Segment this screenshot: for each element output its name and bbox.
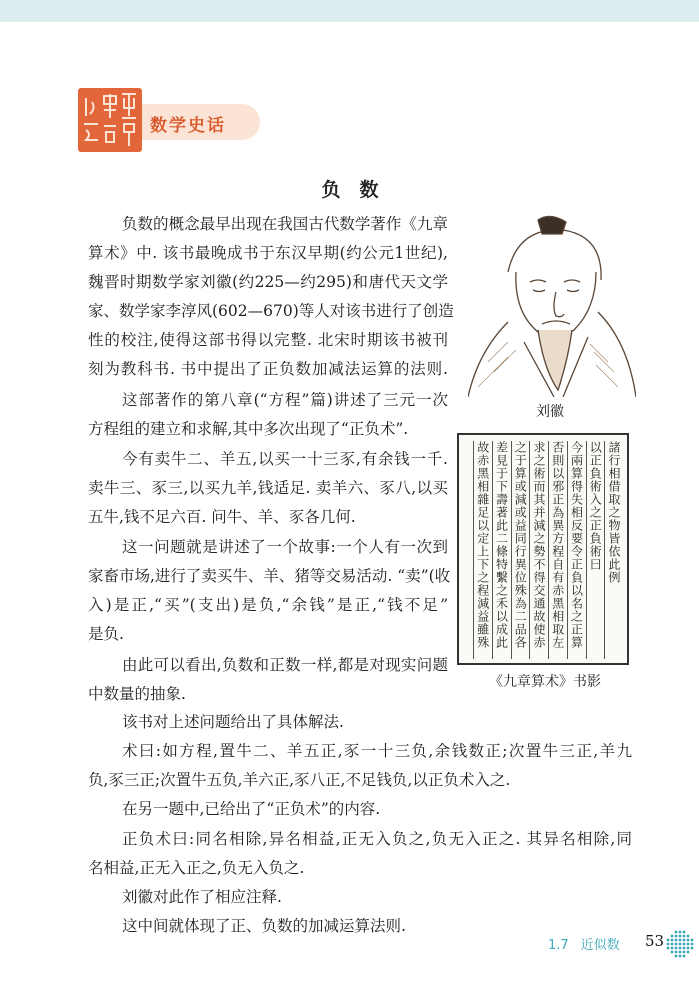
dot <box>683 947 686 950</box>
text-line: 家畜市场,进行了卖买牛、羊、猪等交易活动. “卖”(收 <box>88 567 451 585</box>
article-title: 负 数 <box>321 179 379 201</box>
dot <box>675 931 678 934</box>
text-line: 这一问题就是讲述了一个故事:一个人有一次到 <box>122 538 448 556</box>
dot <box>675 943 678 946</box>
seal-script-icon <box>78 88 142 152</box>
text-line: 负数的概念最早出现在我国古代数学著作《九章 <box>122 215 448 233</box>
text-line: 刻为教科书. 书中提出了正负数加减法运算的法则. <box>88 360 448 378</box>
dot <box>679 935 682 938</box>
dot-grid-icon <box>664 928 696 960</box>
text-line: 正负术曰:同名相除,异名相益,正无入负之,负无入正之. 其异名相除,同 <box>122 830 632 848</box>
dot <box>667 943 670 946</box>
dot <box>691 947 694 950</box>
dot <box>671 939 674 942</box>
book-column-text: 之于算或減或益同行異位殊為二品各 <box>511 441 530 659</box>
dot <box>683 931 686 934</box>
book-column-text: 否則以邪正為異方程自有赤黑相取左 <box>548 441 567 659</box>
dot <box>683 939 686 942</box>
portrait-liu-hui <box>468 212 636 397</box>
dot <box>675 951 678 954</box>
dot <box>683 943 686 946</box>
footer-section <box>548 934 620 953</box>
text-line: 刘徽对此作了相应注释. <box>122 888 282 906</box>
text-line: 在另一题中,已给出了“正负术”的内容. <box>122 800 381 818</box>
dot <box>679 939 682 942</box>
dot <box>675 955 678 958</box>
dot <box>687 939 690 942</box>
section-number: 1.7 <box>548 938 569 953</box>
dot <box>691 943 694 946</box>
book-column-text: 故赤黑相雜足以定上下之程減益雖殊 <box>473 441 492 659</box>
text-line: 算术》中. 该书最晚成书于东汉早期(约公元1世纪), <box>88 244 448 262</box>
text-line: 这中间就体现了正、负数的加减运算法则. <box>122 917 406 935</box>
dot <box>667 939 670 942</box>
text-line: 这部著作的第八章(“方程”篇)讲述了三元一次 <box>122 391 448 409</box>
text-line: 家、数学家李淳风(602—670)等人对该书进行了创造 <box>88 302 454 320</box>
text-line: 是负. <box>88 625 124 643</box>
dot <box>679 943 682 946</box>
dot <box>679 931 682 934</box>
page-number: 53 <box>645 932 665 950</box>
dot <box>679 955 682 958</box>
dot <box>675 939 678 942</box>
dot <box>671 943 674 946</box>
portrait-sketch-icon <box>468 212 636 397</box>
text-line: 由此可以看出,负数和正数一样,都是对现实问题 <box>122 656 448 674</box>
dot <box>667 947 670 950</box>
dot <box>683 951 686 954</box>
book-caption: 《九章算术》书影 <box>489 674 601 690</box>
text-line: 名相益,正无入正之,负无入负之. <box>88 859 305 877</box>
dot <box>671 951 674 954</box>
text-line: 方程组的建立和求解,其中多次出现了“正负术”. <box>88 420 409 438</box>
section-banner <box>142 104 260 140</box>
text-line: 中数量的抽象. <box>88 685 186 703</box>
text-line: 性的校注,使得这部书得以完整. 北宋时期该书被刊 <box>88 331 448 349</box>
portrait-caption: 刘徽 <box>536 404 564 420</box>
dot <box>679 947 682 950</box>
text-line: 今有卖牛二、羊五,以买一十三豕,有余钱一千. <box>122 450 448 468</box>
book-column-text: 今兩算得失相反要令正負以名之正算 <box>567 441 586 659</box>
book-column-text: 諸行相借取之物皆依此例 <box>604 441 623 659</box>
text-line: 术曰:如方程,置牛二、羊五正,豕一十三负,余钱数正;次置牛三正,羊九 <box>122 742 632 760</box>
dot <box>683 935 686 938</box>
text-line: 五牛,钱不足六百. 问牛、羊、豕各几何. <box>88 508 356 526</box>
dot <box>691 939 694 942</box>
dot <box>687 935 690 938</box>
banner-label: 数学史话 <box>150 116 226 136</box>
dot <box>671 935 674 938</box>
dot <box>687 951 690 954</box>
dot <box>675 935 678 938</box>
dot <box>683 955 686 958</box>
dot <box>671 947 674 950</box>
book-column-text: 差見于下壽著此二條特繫之禾以成此 <box>492 441 511 659</box>
top-band <box>0 0 699 22</box>
text-line: 卖牛三、豕三,以买九羊,钱适足. 卖羊六、豕八,以买 <box>88 479 448 497</box>
dot <box>679 951 682 954</box>
seal-logo <box>78 88 142 152</box>
text-line: 入)是正,“买”(支出)是负,“余钱”是正,“钱不足” <box>88 596 448 614</box>
section-title: 近似数 <box>580 938 620 953</box>
dot <box>675 947 678 950</box>
text-line: 魏晋时期数学家刘徽(约225—约295)和唐代天文学 <box>88 273 448 291</box>
dot <box>687 943 690 946</box>
book-column-text: 求之術而其并減之勢不得交通故使赤 <box>529 441 548 659</box>
book-facsimile-image <box>457 433 629 665</box>
book-column-text: 以正負術入之正負術曰 <box>586 441 605 659</box>
dot <box>687 947 690 950</box>
text-line: 该书对上述问题给出了具体解法. <box>122 713 344 731</box>
text-line: 负,豕三正;次置牛五负,羊六正,豕八正,不足钱负,以正负术入之. <box>88 771 511 789</box>
